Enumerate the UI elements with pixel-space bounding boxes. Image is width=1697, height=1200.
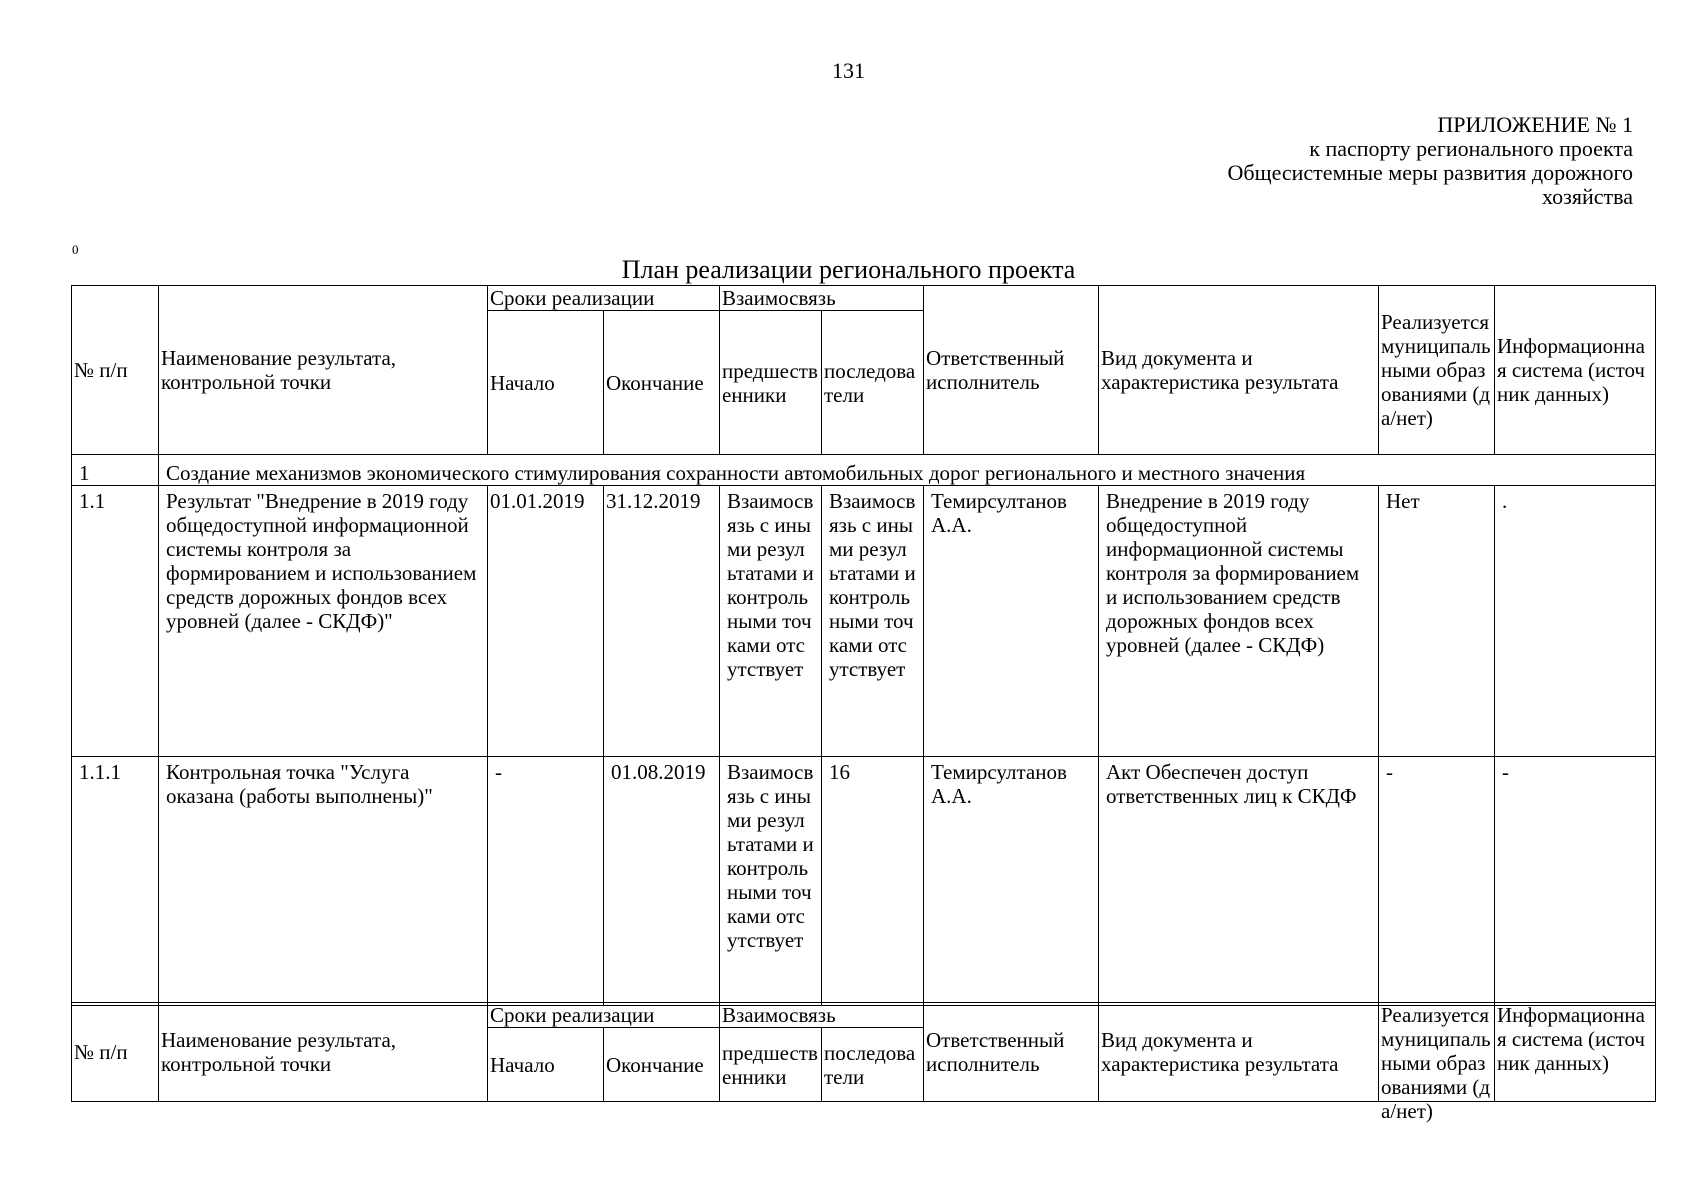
margin-mark: 0 — [72, 242, 79, 257]
row-info: . — [1495, 486, 1656, 757]
plan-table — [71, 285, 1656, 1006]
header-responsible: Ответственный исполнитель — [924, 286, 1099, 455]
repeat-header-row-1 — [72, 1003, 1656, 1028]
header-info-system: Информационная система (источник данных) — [1495, 286, 1656, 455]
row-num: 1.1.1 — [72, 757, 159, 1006]
header-doc-type: Вид документа и характеристика результата — [1099, 1003, 1379, 1102]
header-responsible: Ответственный исполнитель — [924, 1003, 1099, 1102]
row-municipal: Нет — [1379, 486, 1495, 757]
header-name: Наименование результата, контрольной точки — [159, 286, 488, 455]
row-successors: Взаимосвязь с иными результатами и контрольными точками отсутствует — [822, 486, 924, 757]
row-responsible: Темирсултанов А.А. — [924, 486, 1099, 757]
header-successors: последователи — [822, 311, 924, 455]
row-successors: 16 — [822, 757, 924, 1006]
row-doc: Внедрение в 2019 году общедоступной информационной системы контроля за формированием и использованием средств дорожных фондов всех уровней (далее - СКДФ) — [1099, 486, 1379, 757]
header-relation: Взаимосвязь — [720, 286, 924, 311]
row-end: 01.08.2019 — [604, 757, 720, 1006]
section-title: Создание механизмов экономического стимулирования сохранности автомобильных дорог регионального и местного значения — [159, 455, 1656, 486]
header-start: Начало — [488, 1028, 604, 1102]
row-predecessors: Взаимосвязь с иными результатами и контрольными точками отсутствует — [720, 757, 822, 1006]
row-name: Результат "Внедрение в 2019 году общедоступной информационной системы контроля за формированием и использованием средств дорожных фондов всех уровней (далее - СКДФ)" — [159, 486, 488, 757]
header-successors: последователи — [822, 1028, 924, 1102]
header-predecessors: предшественники — [720, 1028, 822, 1102]
row-start: 01.01.2019 — [488, 486, 604, 757]
header-row-1 — [72, 286, 1656, 311]
header-end: Окончание — [604, 311, 720, 455]
header-start: Начало — [488, 311, 604, 455]
table-row — [72, 757, 1656, 1006]
appendix-line-2: Общесистемные меры развития дорожного — [1227, 160, 1633, 185]
header-info-system: Информационная система (источник данных) — [1495, 1003, 1656, 1102]
table-row — [72, 486, 1656, 757]
header-municipal: Реализуется муниципальными образованиями (да/нет) — [1379, 286, 1495, 455]
header-num: № п/п — [72, 286, 159, 455]
row-name: Контрольная точка "Услуга оказана (работы выполнены)" — [159, 757, 488, 1006]
appendix-title: ПРИЛОЖЕНИЕ № 1 — [1437, 112, 1633, 137]
row-num: 1.1 — [72, 486, 159, 757]
page-number: 131 — [832, 58, 865, 83]
header-end: Окончание — [604, 1028, 720, 1102]
header-doc-type: Вид документа и характеристика результата — [1099, 286, 1379, 455]
section-row — [72, 455, 1656, 486]
row-doc: Акт Обеспечен доступ ответственных лиц к СКДФ — [1099, 757, 1379, 1006]
section-num: 1 — [72, 455, 159, 486]
row-municipal: - — [1379, 757, 1495, 1006]
row-end: 31.12.2019 — [604, 486, 720, 757]
header-num: № п/п — [72, 1003, 159, 1102]
row-start: - — [488, 757, 604, 1006]
header-relation: Взаимосвязь — [720, 1003, 924, 1028]
header-name: Наименование результата, контрольной точки — [159, 1003, 488, 1102]
row-predecessors: Взаимосвязь с иными результатами и контрольными точками отсутствует — [720, 486, 822, 757]
header-predecessors: предшественники — [720, 311, 822, 455]
header-terms: Сроки реализации — [488, 286, 720, 311]
header-municipal: Реализуется муниципальными образованиями (да/нет) — [1379, 1003, 1495, 1102]
row-info: - — [1495, 757, 1656, 1006]
appendix-header — [1228, 113, 1633, 209]
appendix-line-1: к паспорту регионального проекта — [1309, 136, 1633, 161]
row-responsible: Темирсултанов А.А. — [924, 757, 1099, 1006]
header-terms: Сроки реализации — [488, 1003, 720, 1028]
appendix-line-3: хозяйства — [1542, 184, 1633, 209]
plan-title: План реализации регионального проекта — [621, 255, 1076, 284]
repeated-header-table — [71, 1002, 1656, 1123]
